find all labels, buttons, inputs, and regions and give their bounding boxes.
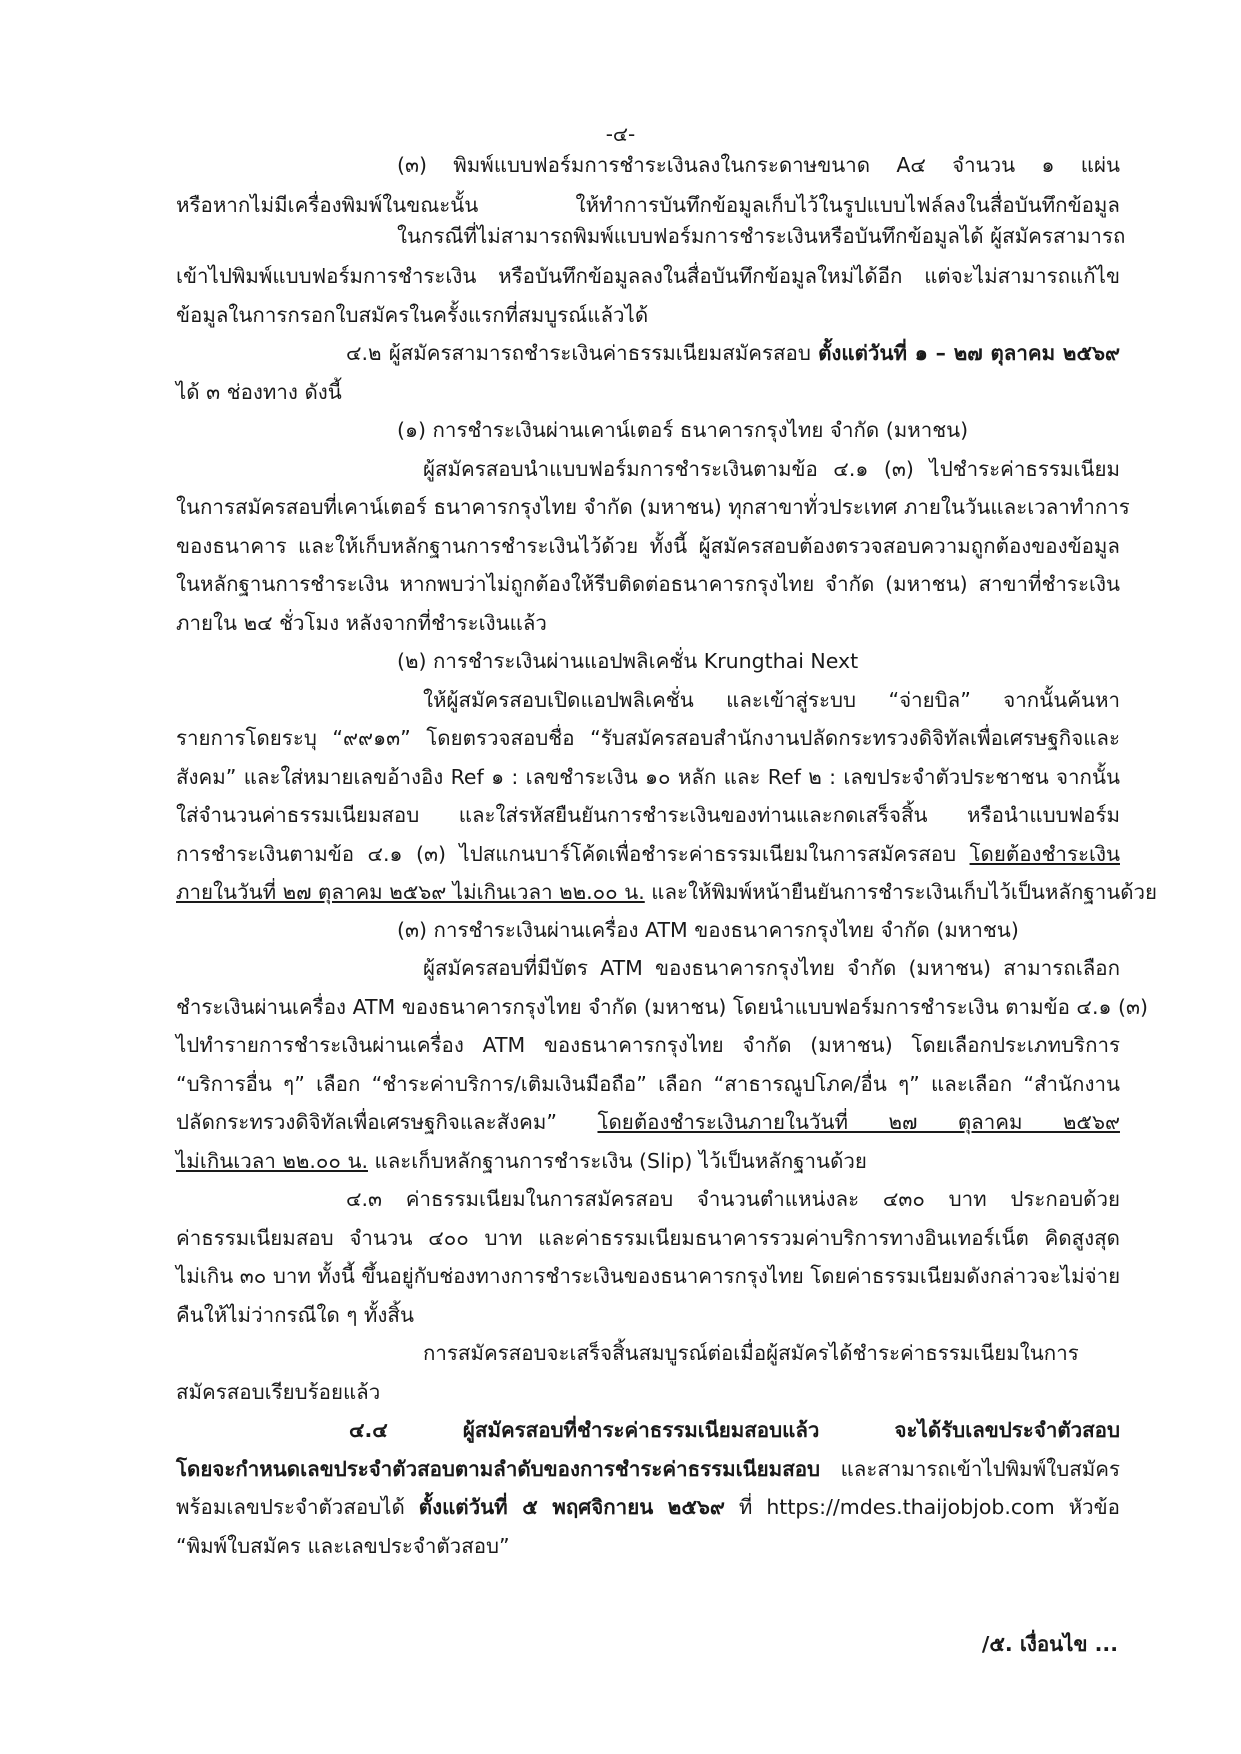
para-4-4-date: ตั้งแต่วันที่ ๕ พฤศจิกายน ๒๕๖๙ — [418, 1495, 725, 1519]
text-line: ในการสมัครสอบที่เคาน์เตอร์ ธนาคารกรุงไทย จำกัด (มหาชน) ทุกสาขาทั่วประเทศ ภายในวันและเวลาทำการ — [176, 495, 1130, 519]
text-line: ผู้สมัครสอบที่มีบัตร ATM ของธนาคารกรุงไทย จำกัด (มหาชน) สามารถเลือก — [423, 956, 1120, 980]
para-4-4-text-2: และสามารถเข้าไปพิมพ์ใบสมัคร — [820, 1457, 1120, 1481]
atm-deadline-underline: โดยต้องชำระเงินภายในวันที่ ๒๗ ตุลาคม ๒๕๖๙ — [597, 1110, 1120, 1134]
krungthai-deadline-line — [176, 834, 1120, 874]
text-line: ไม่เกิน ๓๐ บาท ทั้งนี้ ขึ้นอยู่กับช่องทางการชำระเงินของธนาคารกรุงไทย โดยค่าธรรมเนียมดังกล่าวจะไม่จ่าย — [176, 1264, 1121, 1288]
text-line: สมัครสอบเรียบร้อยแล้ว — [176, 1380, 381, 1404]
atm-deadline-line — [176, 1102, 1120, 1142]
text-line: ภายใน ๒๔ ชั่วโมง หลังจากที่ชำระเงินแล้ว — [176, 611, 547, 635]
text-line: เข้าไปพิมพ์แบบฟอร์มการชำระเงิน หรือบันทึกข้อมูลลงในสื่อบันทึกข้อมูลใหม่ได้อีก แต่จะไม่สามารถแก้ไข — [176, 264, 1120, 288]
krungthai-deadline-date: ภายในวันที่ ๒๗ ตุลาคม ๒๕๖๙ ไม่เกินเวลา ๒๒.๐๐ น. — [176, 880, 645, 904]
text-line: ให้ผู้สมัครสอบเปิดแอปพลิเคชั่น และเข้าสู่ระบบ “จ่ายบิล” จากนั้นค้นหา — [423, 688, 1120, 712]
para-4-4-bold: ๔.๔ ผู้สมัครสอบที่ชำระค่าธรรมเนียมสอบแล้ว จะได้รับเลขประจำตัวสอบ — [349, 1418, 1120, 1442]
para-4-2-text: ๔.๒ ผู้สมัครสามารถชำระเงินค่าธรรมเนียมสมัครสอบ — [346, 341, 819, 365]
text-line: หรือหากไม่มีเครื่องพิมพ์ในขณะนั้น ให้ทำการบันทึกข้อมูลเก็บไว้ในรูปแบบไฟล์ลงในสื่อบันทึกข้อมูล — [176, 193, 1120, 217]
page-number: -๔- — [605, 122, 636, 146]
text-line: ค่าธรรมเนียมสอบ จำนวน ๔๐๐ บาท และค่าธรรมเนียมธนาคารรวมค่าบริการทางอินเทอร์เน็ต คิดสูงสุด — [176, 1226, 1120, 1250]
text-line: ผู้สมัครสอบนำแบบฟอร์มการชำระเงินตามข้อ ๔.๑ (๓) ไปชำระค่าธรรมเนียม — [423, 457, 1120, 481]
text-line: การสมัครสอบจะเสร็จสิ้นสมบูรณ์ต่อเมื่อผู้สมัครได้ชำระค่าธรรมเนียมในการ — [423, 1341, 1079, 1365]
krungthai-deadline-underline: โดยต้องชำระเงิน — [969, 842, 1120, 866]
para-4-4-heading — [349, 1410, 1120, 1450]
text-line: รายการโดยระบุ “๙๙๑๓” โดยตรวจสอบชื่อ “รับสมัครสอบสำนักงานปลัดกระทรวงดิจิทัลเพื่อเศรษฐกิจและ — [176, 726, 1120, 750]
text-line: ได้ ๓ ช่องทาง ดังนี้ — [176, 380, 342, 404]
atm-deadline-line-2 — [176, 1141, 1120, 1181]
text-line: (๑) การชำระเงินผ่านเคาน์เตอร์ ธนาคารกรุงไทย จำกัด (มหาชน) — [397, 418, 969, 442]
text-line: ในกรณีที่ไม่สามารถพิมพ์แบบฟอร์มการชำระเงินหรือบันทึกข้อมูลได้ ผู้สมัครสามารถ — [397, 224, 1126, 248]
text-line: (๒) การชำระเงินผ่านแอปพลิเคชั่น Krungthai Next — [397, 649, 859, 673]
para-4-4-line-3 — [176, 1487, 1120, 1527]
text-line: ใส่จำนวนค่าธรรมเนียมสอบ และใส่รหัสยืนยันการชำระเงินของท่านและกดเสร็จสิ้น หรือนำแบบฟอร์ม — [176, 803, 1120, 827]
text-line: ชำระเงินผ่านเครื่อง ATM ของธนาคารกรุงไทย จำกัด (มหาชน) โดยนำแบบฟอร์มการชำระเงิน ตามข้อ ๔.๑ (๓) — [176, 995, 1148, 1019]
krungthai-deadline-line-2 — [176, 872, 1158, 912]
text-line: (๓) การชำระเงินผ่านเครื่อง ATM ของธนาคารกรุงไทย จำกัด (มหาชน) — [397, 918, 1019, 942]
next-page-marker: /๕. เงื่อนไข ... — [981, 1632, 1118, 1656]
atm-deadline-pre: ปลัดกระทรวงดิจิทัลเพื่อเศรษฐกิจและสังคม” — [176, 1110, 598, 1134]
para-4-4-url: ที่ https://mdes.thaijobjob.com หัวข้อ — [724, 1495, 1120, 1519]
text-line: ข้อมูลในการกรอกใบสมัครในครั้งแรกที่สมบูรณ์แล้วได้ — [176, 303, 649, 327]
text-line: ๔.๓ ค่าธรรมเนียมในการสมัครสอบ จำนวนตำแหน่งละ ๔๓๐ บาท ประกอบด้วย — [346, 1187, 1120, 1211]
text-line: ในหลักฐานการชำระเงิน หากพบว่าไม่ถูกต้องให้รีบติดต่อธนาคารกรุงไทย จำกัด (มหาชน) สาขาที่ชำระเงิน — [176, 572, 1120, 596]
atm-deadline-post: และเก็บหลักฐานการชำระเงิน (Slip) ไว้เป็นหลักฐานด้วย — [367, 1149, 867, 1173]
atm-deadline-time: ไม่เกินเวลา ๒๒.๐๐ น. — [176, 1149, 368, 1173]
krungthai-deadline-pre: การชำระเงินตามข้อ ๔.๑ (๓) ไปสแกนบาร์โค้ดเพื่อชำระค่าธรรมเนียมในการสมัครสอบ — [176, 842, 970, 866]
text-line: ของธนาคาร และให้เก็บหลักฐานการชำระเงินไว้ด้วย ทั้งนี้ ผู้สมัครสอบต้องตรวจสอบความถูกต้องของข้อมูล — [176, 534, 1120, 558]
para-4-4-line-2 — [176, 1449, 1120, 1489]
text-line: คืนให้ไม่ว่ากรณีใด ๆ ทั้งสิ้น — [176, 1303, 414, 1327]
text-line: สังคม” และใส่หมายเลขอ้างอิง Ref ๑ : เลขชำระเงิน ๑๐ หลัก และ Ref ๒ : เลขประจำตัวประชาชน จากนั้น — [176, 765, 1120, 789]
text-line: (๓) พิมพ์แบบฟอร์มการชำระเงินลงในกระดาษขนาด A๔ จำนวน ๑ แผ่น — [397, 153, 1120, 177]
text-line: ไปทำรายการชำระเงินผ่านเครื่อง ATM ของธนาคารกรุงไทย จำกัด (มหาชน) โดยเลือกประเภทบริการ — [176, 1033, 1120, 1057]
text-line: “บริการอื่น ๆ” เลือก “ชำระค่าบริการ/เติมเงินมือถือ” เลือก “สาธารณูปโภค/อื่น ๆ” และเลือก “สำนักงาน — [176, 1072, 1120, 1096]
krungthai-deadline-post: และให้พิมพ์หน้ายืนยันการชำระเงินเก็บไว้เป็นหลักฐานด้วย — [644, 880, 1158, 904]
para-4-4-bold-2: โดยจะกำหนดเลขประจำตัวสอบตามลำดับของการชำระค่าธรรมเนียมสอบ — [176, 1457, 821, 1481]
para-4-2 — [346, 333, 1120, 373]
para-4-4-text-3: พร้อมเลขประจำตัวสอบได้ — [176, 1495, 419, 1519]
text-line: “พิมพ์ใบสมัคร และเลขประจำตัวสอบ” — [176, 1534, 510, 1558]
para-4-2-dates: ตั้งแต่วันที่ ๑ – ๒๗ ตุลาคม ๒๕๖๙ — [818, 341, 1120, 365]
